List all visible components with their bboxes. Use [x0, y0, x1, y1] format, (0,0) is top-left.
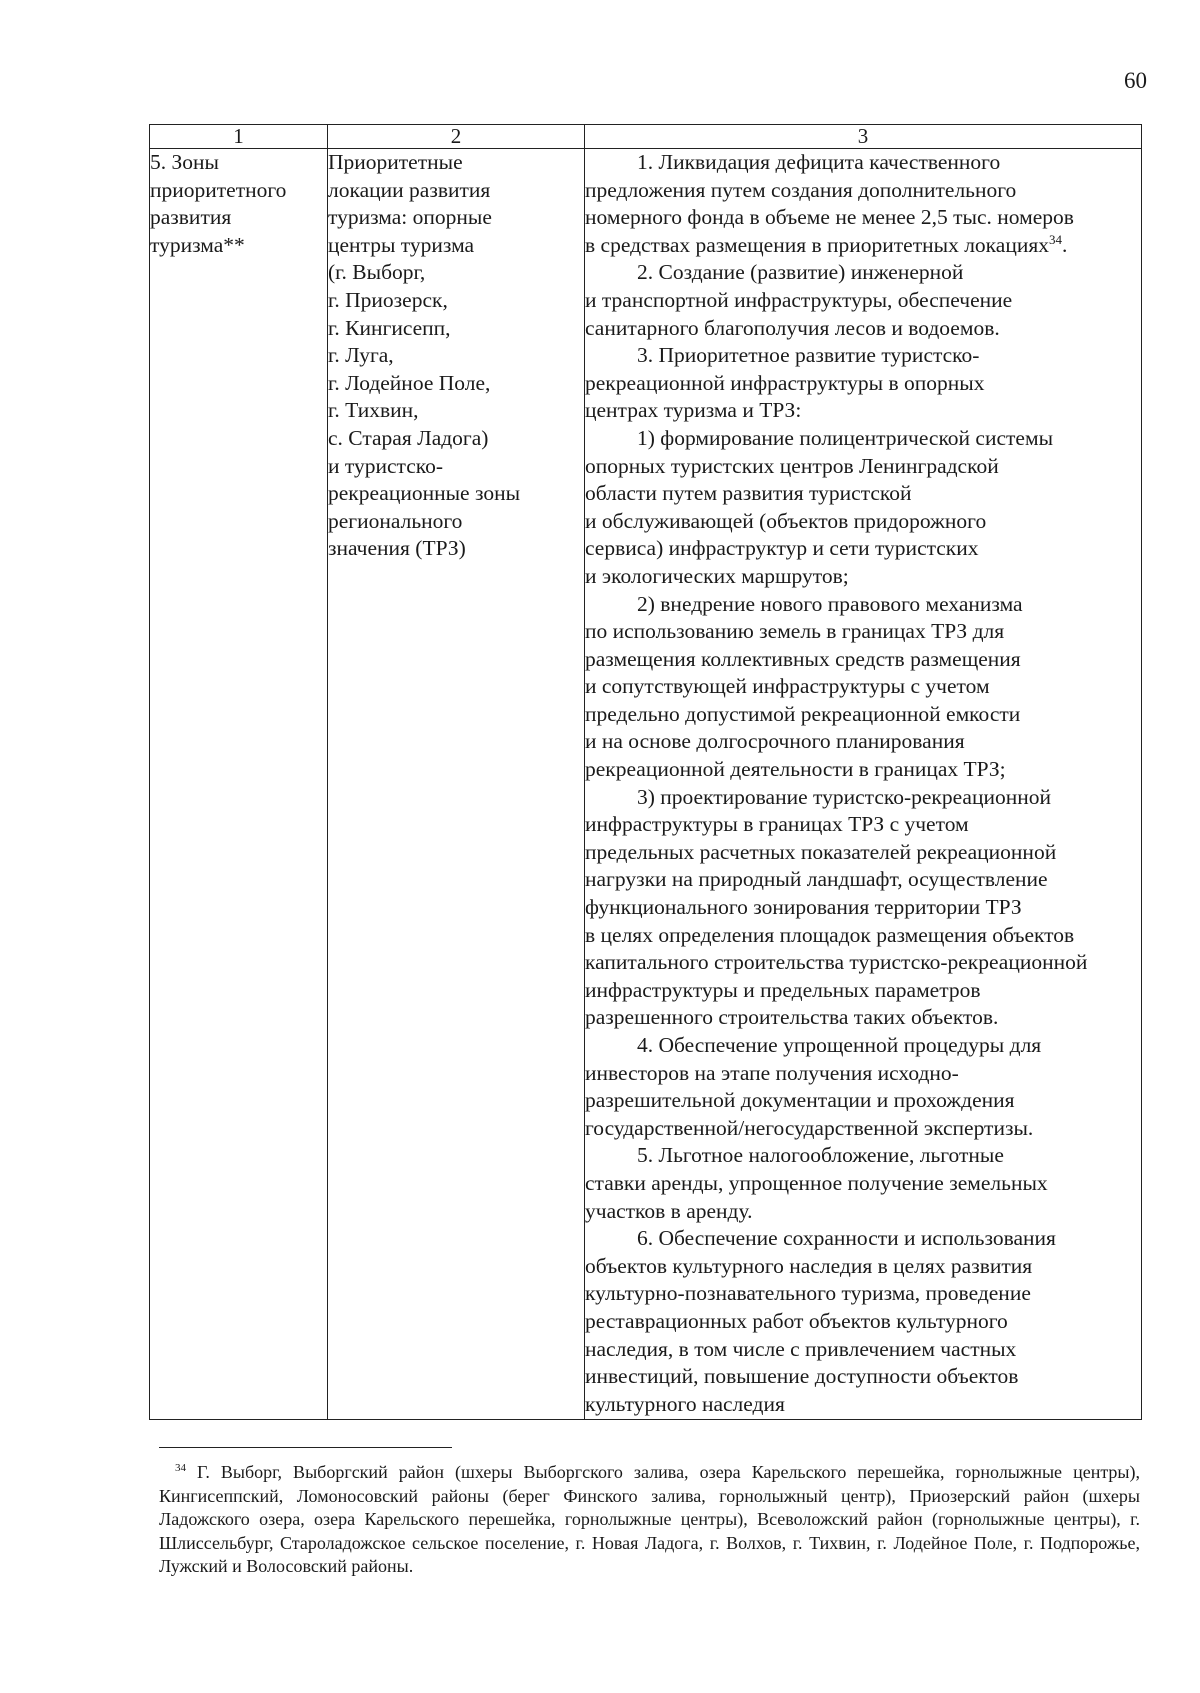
measure-line	[585, 1115, 1141, 1143]
measure-text: 5. Льготное налогообложение, льготные	[637, 1143, 1004, 1168]
zone-name-cell	[150, 149, 328, 1420]
measure-line	[585, 894, 1141, 922]
measure-text: размещения коллективных средств размещения	[585, 646, 1021, 671]
measure-text: инфраструктуры в границах ТРЗ с учетом	[585, 812, 969, 837]
measure-text: государственной/негосударственной экспертизы.	[585, 1115, 1034, 1140]
page-number: 60	[1124, 68, 1147, 93]
measure-line	[585, 1170, 1141, 1198]
table-row	[150, 149, 1142, 1420]
measure-line	[585, 1280, 1141, 1308]
measure-text: 3) проектирование туристско-рекреационной	[637, 784, 1051, 809]
measure-text: наследия, в том числе с привлечением частных	[585, 1336, 1017, 1361]
location-line: г. Тихвин,	[328, 398, 419, 423]
measure-line	[585, 1004, 1141, 1032]
measure-text: 6. Обеспечение сохранности и использования	[637, 1226, 1056, 1251]
measure-text: в целях определения площадок размещения объектов	[585, 922, 1075, 947]
measure-text: опорных туристских центров Ленинградской	[585, 453, 999, 478]
measure-line	[585, 728, 1141, 756]
measure-line	[585, 1032, 1141, 1060]
measure-line	[585, 370, 1141, 398]
measure-text: 4. Обеспечение упрощенной процедуры для	[637, 1033, 1042, 1057]
measure-line	[585, 756, 1141, 784]
measure-text: инфраструктуры и предельных параметров	[585, 977, 981, 1002]
measure-text: в средствах размещения в приоритетных локациях	[585, 232, 1049, 257]
footnote	[159, 1461, 1140, 1579]
measure-line	[585, 977, 1141, 1005]
footnote-reference[interactable]: 34	[1049, 231, 1062, 247]
measure-text: функционального зонирования территории ТРЗ	[585, 895, 1022, 920]
measure-line	[585, 784, 1141, 812]
zone-name-line: 5. Зоны	[150, 150, 219, 174]
column-header-2: 2	[328, 125, 585, 149]
measure-line	[585, 480, 1141, 508]
measure-line	[585, 342, 1141, 370]
location-line: г. Луга,	[328, 343, 394, 368]
measure-text: капитального строительства туристско-рекреационной	[585, 950, 1088, 975]
measure-text: предельно допустимой рекреационной емкости	[585, 701, 1021, 726]
measure-text: и на основе долгосрочного планирования	[585, 729, 965, 754]
measure-line	[585, 922, 1141, 950]
measure-text: разрешительной документации и прохождения	[585, 1088, 1015, 1113]
measure-line	[585, 204, 1141, 232]
punctuation: .	[1062, 232, 1068, 257]
measure-text: и экологических маршрутов;	[585, 563, 849, 588]
measure-line	[585, 949, 1141, 977]
measure-line	[585, 1253, 1141, 1281]
measure-text: и транспортной инфраструктуры, обеспечение	[585, 287, 1013, 312]
measure-text: рекреационной деятельности в границах ТРЗ;	[585, 757, 1006, 782]
location-line: г. Кингисепп,	[328, 315, 451, 340]
measure-line	[585, 1363, 1141, 1391]
footnote-marker: 34	[175, 1462, 186, 1474]
measure-text: объектов культурного наследия в целях развития	[585, 1253, 1033, 1278]
measure-line	[585, 315, 1141, 343]
location-line: рекреационные зоны	[328, 481, 521, 506]
measure-line	[585, 1391, 1141, 1419]
zone-name-line: развития	[150, 205, 232, 230]
footnote-text: Г. Выборг, Выборгский район (шхеры Выборгского залива, озера Карельского перешейка, горнолыжные центры), Кингисеппский, Ломоносовский районы (берег Финского залива, горнолыжный центр), Приозерский район (шхеры Ладожского озера, озера Карельского перешейка, горнолыжные центры), Всеволожский район (горнолыжные центры), г. Шлиссельбург, Староладожское сельское поселение, г. Новая Ладога, г. Волхов, г. Тихвин, г. Лодейное Поле, г. Подпорожье, Лужский и Волосовский районы.	[159, 1462, 1140, 1576]
measure-text: области путем развития туристской	[585, 481, 912, 506]
measure-line	[585, 149, 1141, 177]
measure-line	[585, 1336, 1141, 1364]
measure-line	[585, 1308, 1141, 1336]
measure-line	[585, 1060, 1141, 1088]
measure-line	[585, 1225, 1141, 1253]
measure-line	[585, 1142, 1141, 1170]
measure-text: и обслуживающей (объектов придорожного	[585, 508, 987, 533]
measure-text: реставрационных работ объектов культурного	[585, 1308, 1008, 1333]
measure-text: 1) формирование полицентрической системы	[637, 425, 1054, 450]
measure-line	[585, 453, 1141, 481]
measure-text: культурного наследия	[585, 1391, 785, 1416]
measure-line	[585, 1087, 1141, 1115]
measure-text: инвесторов на этапе получения исходно-	[585, 1060, 959, 1085]
column-header-1: 1	[150, 125, 328, 149]
measure-line	[585, 866, 1141, 894]
column-header-3: 3	[585, 125, 1142, 149]
measure-text: 2) внедрение нового правового механизма	[637, 591, 1023, 616]
location-line: центры туризма	[328, 232, 475, 257]
footnote-separator	[159, 1447, 452, 1448]
location-line: значения (ТРЗ)	[328, 536, 466, 561]
measure-line	[585, 425, 1141, 453]
location-line: и туристско-	[328, 453, 444, 478]
measure-line	[585, 673, 1141, 701]
measure-text: сервиса) инфраструктур и сети туристских	[585, 536, 979, 561]
measure-text: по использованию земель в границах ТРЗ для	[585, 619, 1005, 644]
measure-text: участков в аренду.	[585, 1198, 753, 1223]
measure-line	[585, 591, 1141, 619]
measure-line	[585, 1198, 1141, 1226]
measure-text: центрах туризма и ТРЗ:	[585, 398, 802, 423]
measure-line	[585, 646, 1141, 674]
measure-line	[585, 177, 1141, 205]
locations-cell	[328, 149, 585, 1420]
location-line: туризма: опорные	[328, 205, 492, 230]
measure-text: ставки аренды, упрощенное получение земельных	[585, 1170, 1048, 1195]
location-line: локации развития	[328, 177, 491, 202]
measure-text: разрешенного строительства таких объектов.	[585, 1005, 999, 1030]
measure-text: предельных расчетных показателей рекреационной	[585, 839, 1057, 864]
measure-text: санитарного благополучия лесов и водоемов.	[585, 315, 1000, 340]
measure-text: 3. Приоритетное развитие туристско-	[637, 343, 980, 368]
measures-cell	[585, 149, 1142, 1420]
measure-line	[585, 618, 1141, 646]
measure-line	[585, 839, 1141, 867]
location-line: регионального	[328, 508, 463, 533]
measure-text: предложения путем создания дополнительного	[585, 177, 1017, 202]
measure-line	[585, 535, 1141, 563]
location-line: г. Приозерск,	[328, 287, 448, 312]
measure-text: 2. Создание (развитие) инженерной	[637, 260, 964, 285]
measure-text: рекреационной инфраструктуры в опорных	[585, 370, 985, 395]
measure-line	[585, 259, 1141, 287]
measure-line	[585, 287, 1141, 315]
zone-name-line: приоритетного	[150, 177, 287, 202]
location-line: г. Лодейное Поле,	[328, 370, 491, 395]
measure-line	[585, 811, 1141, 839]
measure-line	[585, 397, 1141, 425]
location-line: (г. Выборг,	[328, 260, 426, 285]
measure-line	[585, 508, 1141, 536]
measure-text: культурно-познавательного туризма, проведение	[585, 1281, 1031, 1306]
table-header-row	[150, 125, 1142, 149]
location-line: с. Старая Ладога)	[328, 425, 489, 450]
measure-text: и сопутствующей инфраструктуры с учетом	[585, 674, 990, 699]
measure-text: 1. Ликвидация дефицита качественного	[637, 150, 1001, 174]
zone-name-line: туризма**	[150, 232, 245, 257]
location-line: Приоритетные	[328, 150, 463, 174]
measure-line	[585, 232, 1141, 260]
measure-line	[585, 563, 1141, 591]
measure-text: номерного фонда в объеме не менее 2,5 тыс. номеров	[585, 205, 1074, 230]
measure-text: нагрузки на природный ландшафт, осуществление	[585, 867, 1048, 892]
measure-text: инвестиций, повышение доступности объектов	[585, 1364, 1019, 1389]
measure-line	[585, 701, 1141, 729]
measures-table	[149, 124, 1142, 1420]
